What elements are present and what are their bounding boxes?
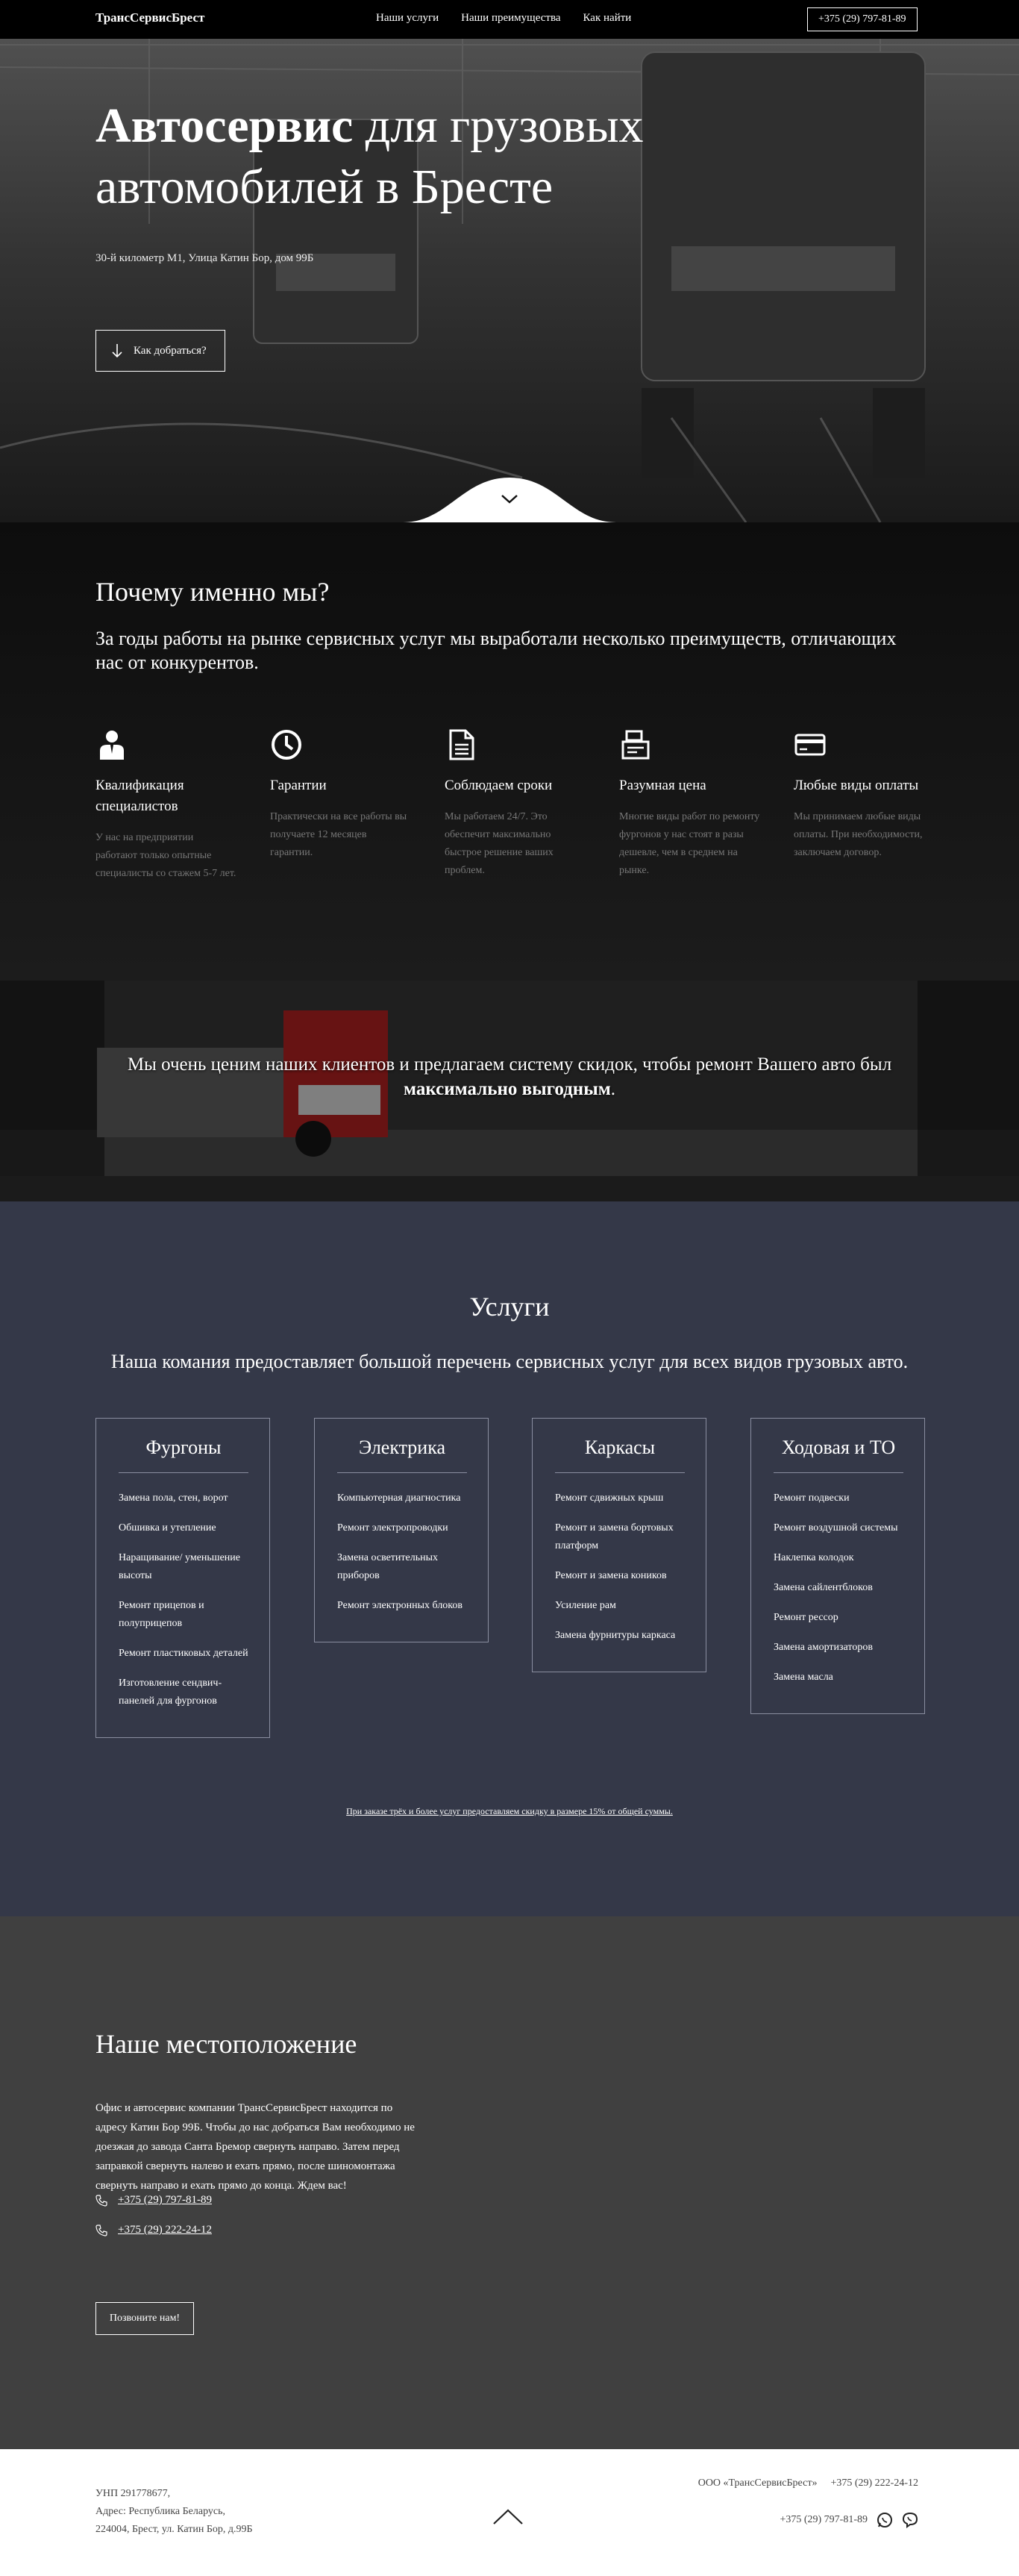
clock-icon — [270, 728, 303, 761]
service-item: Ремонт прицепов и полуприцепов — [119, 1600, 204, 1629]
service-card-vans: Фургоны Замена пола, стен, ворот Обшивка и утепление Наращивание/ уменьшение высоты Ремонт прицепов и полуприцепов Ремонт пластиковых деталей Изготовление сендвич-панелей для фургонов — [95, 1418, 270, 1738]
service-item: Замена сайлентблоков — [774, 1582, 873, 1593]
arrow-down-icon — [111, 343, 123, 358]
service-item: Ремонт подвески — [774, 1492, 850, 1504]
feature-guarantee: Гарантии Практически на все работы вы получаете 12 месяцев гарантии. — [270, 728, 412, 862]
service-item: Замена амортизаторов — [774, 1642, 873, 1653]
advantages-section — [0, 522, 1019, 981]
directions-button[interactable] — [95, 330, 225, 372]
service-card-chassis: Ходовая и ТО Ремонт подвески Ремонт воздушной системы Наклепка колодок Замена сайлентблоков Ремонт рессор Замена амортизаторов Замена масла — [750, 1418, 925, 1714]
whatsapp-icon[interactable] — [877, 2512, 893, 2528]
service-item: Изготовление сендвич-панелей для фургонов — [119, 1678, 222, 1707]
service-item: Ремонт пластиковых деталей — [119, 1648, 248, 1659]
service-item: Замена осветительных приборов — [337, 1552, 439, 1581]
phone-link-2[interactable]: +375 (29) 222-24-12 — [95, 2224, 212, 2236]
specialist-icon — [95, 728, 128, 761]
hero-address: 30-й километр М1, Улица Катин Бор, дом 99Б — [95, 252, 314, 264]
service-card-electrics: Электрика Компьютерная диагностика Ремонт электропроводки Замена осветительных приборов Ремонт электронных блоков — [314, 1418, 489, 1642]
hero-section — [0, 0, 1019, 522]
footer-phone-2[interactable]: +375 (29) 797-81-89 — [780, 2514, 868, 2525]
document-icon — [445, 728, 477, 761]
phone-link-1[interactable]: +375 (29) 797-81-89 — [95, 2194, 212, 2207]
service-item: Замена пола, стен, ворот — [119, 1492, 228, 1504]
service-item: Замена фурнитуры каркаса — [555, 1630, 676, 1641]
service-item: Замена масла — [774, 1672, 833, 1683]
footer-phone-1[interactable]: +375 (29) 222-24-12 — [830, 2477, 918, 2489]
services-lead: Наша комания предоставляет большой перечень сервисных услуг для всех видов грузовых авто. — [110, 1351, 909, 1372]
feature-deadlines: Соблюдаем сроки Мы работаем 24/7. Это обеспечит максимально быстрое решение ваших проблем. — [445, 728, 586, 880]
services-title: Услуги — [469, 1292, 550, 1322]
service-item: Ремонт электропроводки — [337, 1522, 448, 1534]
feature-payment: Любые виды оплаты Мы принимаем любые виды оплаты. При необходимости, заключаем договор. — [794, 728, 935, 862]
top-bar — [0, 0, 1019, 39]
brand-logo[interactable]: ТрансСервисБрест — [95, 10, 205, 25]
credit-card-icon — [794, 728, 827, 761]
directions-button-label: Как добраться? — [134, 344, 207, 357]
discount-text: Мы очень ценим наших клиентов и предлагаем систему скидок, чтобы ремонт Вашего авто был максимально выгодным. — [127, 1054, 892, 1099]
footer-address: УНП 291778677, Адрес: Республика Беларусь, 224004, Брест, ул. Катин Бор, д.99Б — [95, 2488, 253, 2535]
service-item: Ремонт и замена коников — [555, 1570, 667, 1581]
phone-icon — [95, 2225, 107, 2236]
phone-icon — [95, 2195, 107, 2207]
service-item: Наращивание/ уменьшение высоты — [119, 1552, 240, 1581]
header-phone-button[interactable]: +375 (29) 797-81-89 — [807, 7, 918, 31]
footer — [0, 2449, 1019, 2576]
nav-services[interactable]: Наши услуги — [376, 12, 439, 24]
footer-company: ООО «ТрансСервисБрест» — [697, 2477, 818, 2489]
service-item: Наклепка колодок — [774, 1552, 854, 1563]
location-title: Наше местоположение — [95, 2029, 357, 2059]
advantages-title: Почему именно мы? — [95, 577, 330, 607]
service-card-frames: Каркасы Ремонт сдвижных крыш Ремонт и замена бортовых платформ Ремонт и замена коников Усиление рам Замена фурнитуры каркаса — [532, 1418, 706, 1672]
viber-icon[interactable] — [902, 2512, 918, 2528]
scroll-to-top-icon[interactable] — [492, 2507, 524, 2525]
main-nav — [376, 12, 631, 25]
footer-contacts — [698, 2477, 918, 2489]
location-section — [0, 1916, 1019, 2449]
discount-note-link[interactable]: При заказе трёх и более услуг предоставляем скидку в размере 15% от общей суммы. — [346, 1806, 673, 1816]
service-item: Ремонт и замена бортовых платформ — [555, 1522, 674, 1551]
scroll-down-bump[interactable] — [403, 478, 616, 522]
service-item: Компьютерная диагностика — [337, 1492, 461, 1504]
nav-location[interactable]: Как найти — [583, 12, 632, 24]
section-divider — [0, 1176, 1019, 1201]
location-description: Офис и автосервис компании ТрансСервисБрест находится по адресу Катин Бор 99Б. Чтобы до нас добраться Вам необходимо не доезжая до завода Санта Бремор свернуть направо. Затем перед заправкой свернуть налево и ехать прямо, после шиномонтажа свернуть направо и ехать прямо до конца. Ждем вас! — [95, 2102, 415, 2192]
service-item: Обшивка и утепление — [119, 1522, 216, 1534]
hero-title: Автосервис для грузовых автомобилей в Бресте — [95, 99, 644, 214]
service-item: Усиление рам — [555, 1600, 616, 1611]
nav-advantages[interactable]: Наши преимущества — [461, 12, 561, 24]
advantages-lead: За годы работы на рынке сервисных услуг мы выработали несколько преимуществ, отличающих нас от конкурентов. — [95, 628, 897, 673]
service-item: Ремонт рессор — [774, 1612, 838, 1623]
service-item: Ремонт электронных блоков — [337, 1600, 463, 1611]
services-section — [0, 1201, 1019, 1916]
cash-register-icon — [619, 728, 652, 761]
service-item: Ремонт сдвижных крыш — [555, 1492, 664, 1504]
discount-banner — [0, 981, 1019, 1176]
feature-qualification: Квалификация специалистов У нас на предприятии работают только опытные специалисты со стажем 5-7 лет. — [95, 728, 237, 883]
call-us-button[interactable]: Позвоните нам! — [95, 2302, 194, 2335]
service-item: Ремонт воздушной системы — [774, 1522, 898, 1534]
footer-messengers — [780, 2512, 918, 2528]
feature-price: Разумная цена Многие виды работ по ремонту фургонов у нас стоят в разы дешевле, чем в среднем на рынке. — [619, 728, 761, 880]
